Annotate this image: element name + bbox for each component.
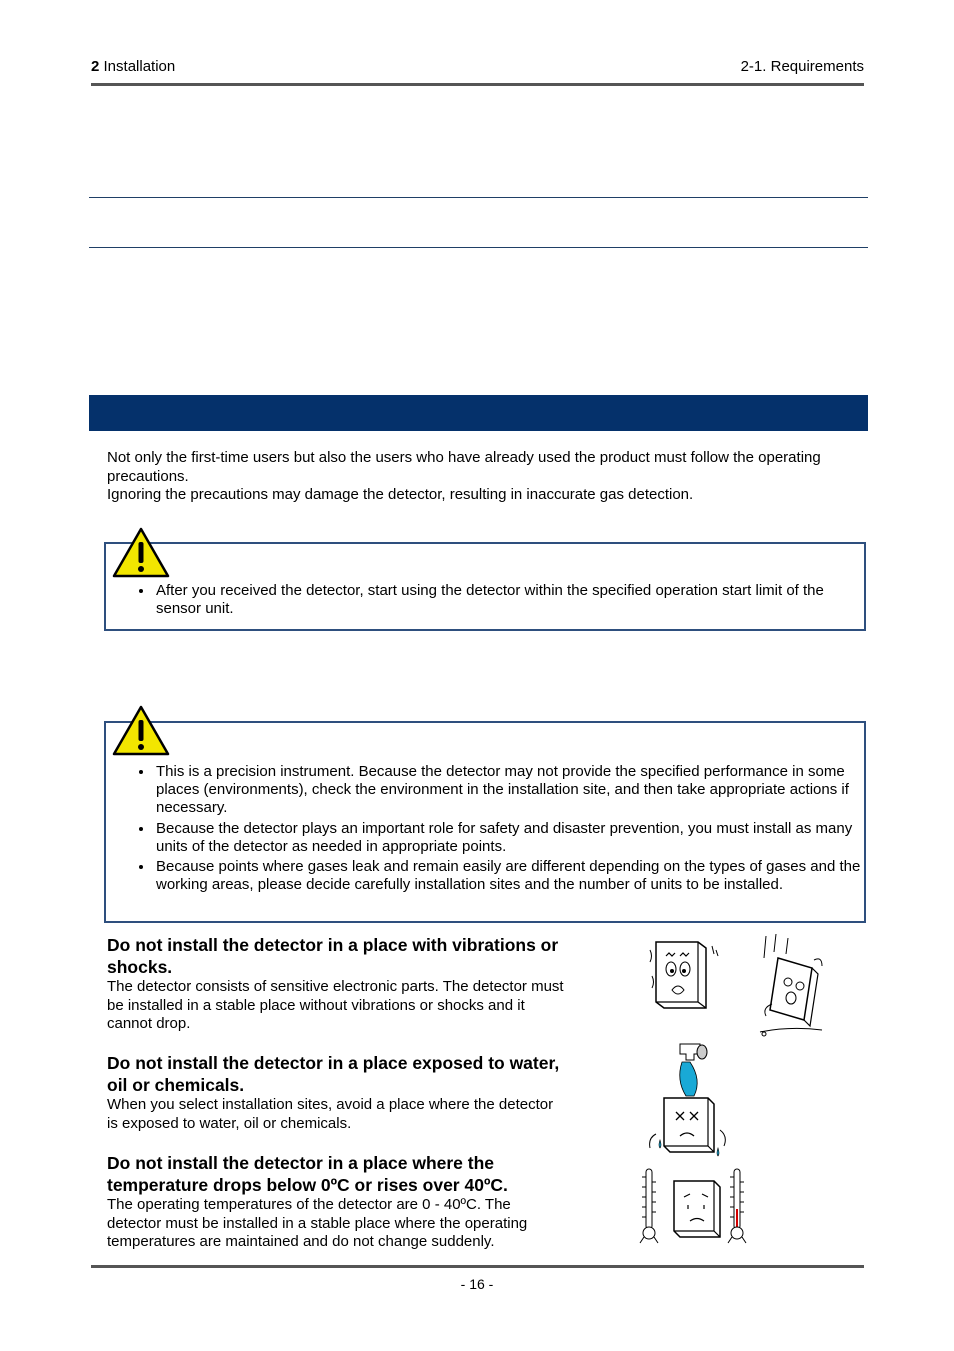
caution-list xyxy=(106,723,864,894)
precaution-title: Do not install the detector in a place where the temperature drops below 0ºC or rises over 40ºC. xyxy=(107,1153,508,1195)
chapter-number: 2 xyxy=(91,58,100,75)
water-exposed-detector-illustration xyxy=(640,1040,734,1162)
falling-detector-illustration xyxy=(758,934,830,1042)
warning-triangle-icon xyxy=(112,705,170,757)
caution-box xyxy=(104,721,866,923)
running-header-chapter xyxy=(91,58,175,75)
section-heading-band xyxy=(89,395,868,431)
precaution-vibration xyxy=(107,934,567,1034)
precaution-title: Do not install the detector in a place with vibrations or shocks. xyxy=(107,935,559,977)
caution-item: • Because the detector plays an important role for safety and disaster prevention, you must install as many units of the detector as needed in appropriate points. xyxy=(154,820,864,856)
header-rule xyxy=(91,83,864,86)
precaution-body: The operating temperatures of the detector are 0 - 40ºC. The detector must be installed in a stable place where the operating temperatures are maintained and do not change suddenly. xyxy=(107,1196,528,1250)
precaution-title: Do not install the detector in a place exposed to water, oil or chemicals. xyxy=(107,1053,560,1095)
footer-rule xyxy=(91,1265,864,1268)
intro-line-1: Not only the first-time users but also the users who have already used the product must follow the operating precautions. xyxy=(107,449,821,485)
precaution-temperature xyxy=(107,1152,567,1252)
precaution-water xyxy=(107,1052,567,1133)
chapter-title: Installation xyxy=(103,58,176,75)
caution-list xyxy=(106,544,864,618)
precaution-body: When you select installation sites, avoid a place where the detector is exposed to water, oil or chemicals. xyxy=(107,1096,554,1132)
shaking-detector-illustration xyxy=(648,936,720,1012)
intro-text xyxy=(107,449,872,505)
warning-triangle-icon xyxy=(112,527,170,579)
page-number: - 16 - xyxy=(460,1276,494,1292)
divider-line xyxy=(89,197,868,198)
caution-item: • Because points where gases leak and remain easily are different depending on the types of gases and the working areas, please decide carefully installation sites and the number of units to be installed. xyxy=(154,858,864,894)
divider-line xyxy=(89,247,868,248)
caution-box xyxy=(104,542,866,631)
caution-item: • After you received the detector, start using the detector within the specified operation start limit of the sensor unit. xyxy=(154,582,864,618)
caution-item: • This is a precision instrument. Because the detector may not provide the specified performance in some places (environments), check the environment in the installation site, and then take appropriate actions if necessary. xyxy=(154,763,864,818)
temperature-detector-illustration xyxy=(638,1165,750,1245)
running-header-section: 2-1. Requirements xyxy=(740,58,864,75)
intro-line-2: Ignoring the precautions may damage the detector, resulting in inaccurate gas detection. xyxy=(107,486,694,503)
precaution-body: The detector consists of sensitive electronic parts. The detector must be installed in a stable place without vibrations or shocks and it cannot drop. xyxy=(107,978,564,1032)
